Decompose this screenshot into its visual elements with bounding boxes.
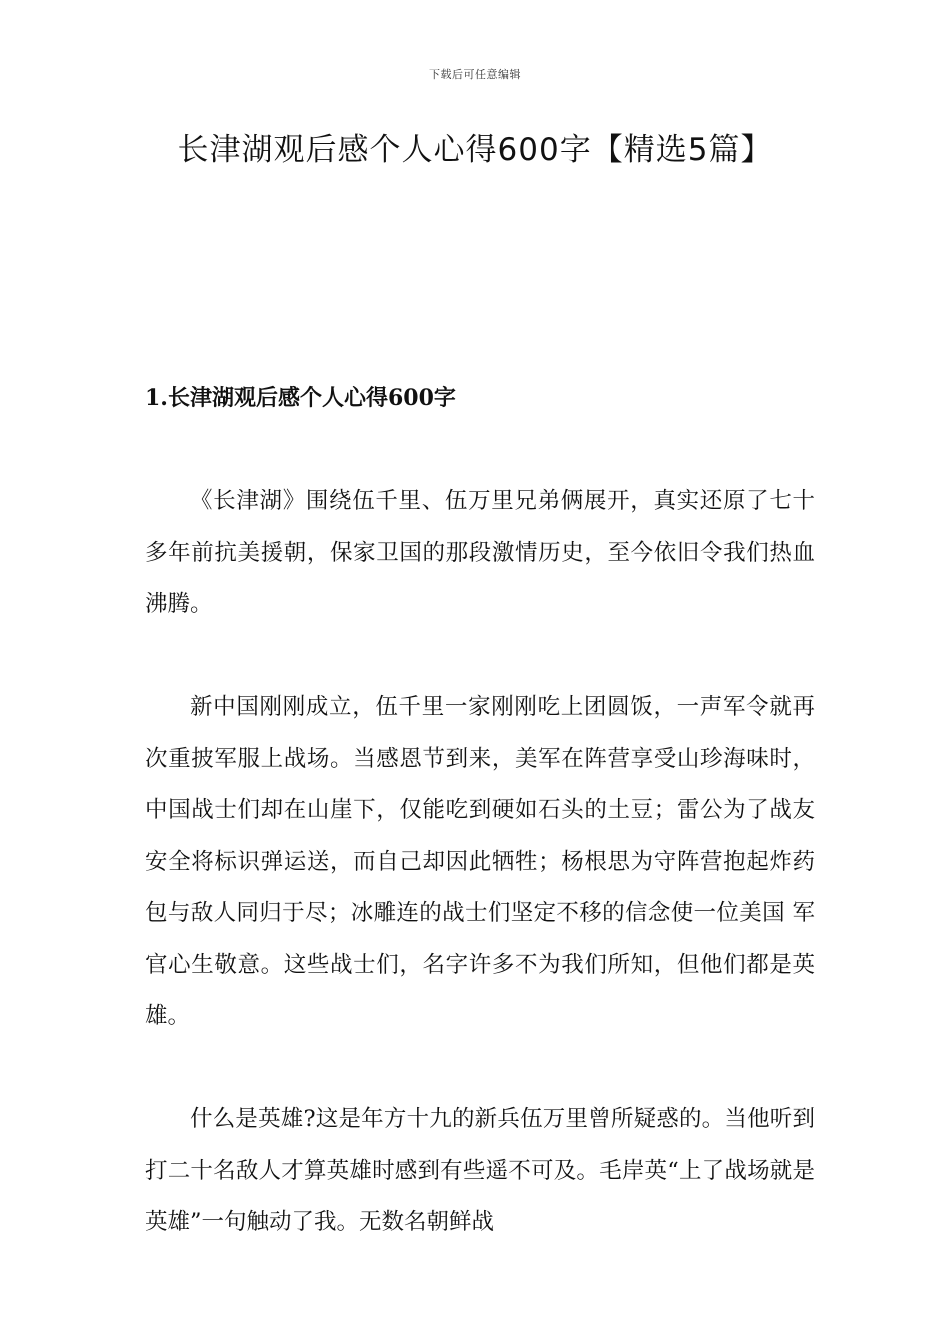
paragraph: 《长津湖》围绕伍千里、伍万里兄弟俩展开，真实还原了七十多年前抗美援朝，保家卫国的那段激情历史，至今依旧令我们热血沸腾。 [145,488,815,617]
section-heading: 1.长津湖观后感个人心得600字 [145,385,456,411]
paragraph: 什么是英雄?这是年方十九的新兵伍万里曾所疑惑的。当他听到打二十名敌人才算英雄时感到有些遥不可及。毛岸英“上了战场就是英雄”一句触动了我。无数名朝鲜战 [145,1106,815,1235]
body-text [145,476,815,1249]
header-watermark: 下载后可任意编辑 [429,68,521,81]
document-title: 长津湖观后感个人心得600字【精选5篇】 [177,132,773,168]
paragraph: 新中国刚刚成立，伍千里一家刚刚吃上团圆饭，一声军令就再次重披军服上战场。当感恩节到来，美军在阵营享受山珍海味时，中国战士们却在山崖下，仅能吃到硬如石头的土豆；雷公为了战友安全将标识弹运送，而自己却因此牺牲；杨根思为守阵营抱起炸药包与敌人同归于尽；冰雕连的战士们坚定不移的信念使一位美国 军官心生敬意。这些战士们，名字许多不为我们所知，但他们都是英雄。 [145,694,815,1029]
